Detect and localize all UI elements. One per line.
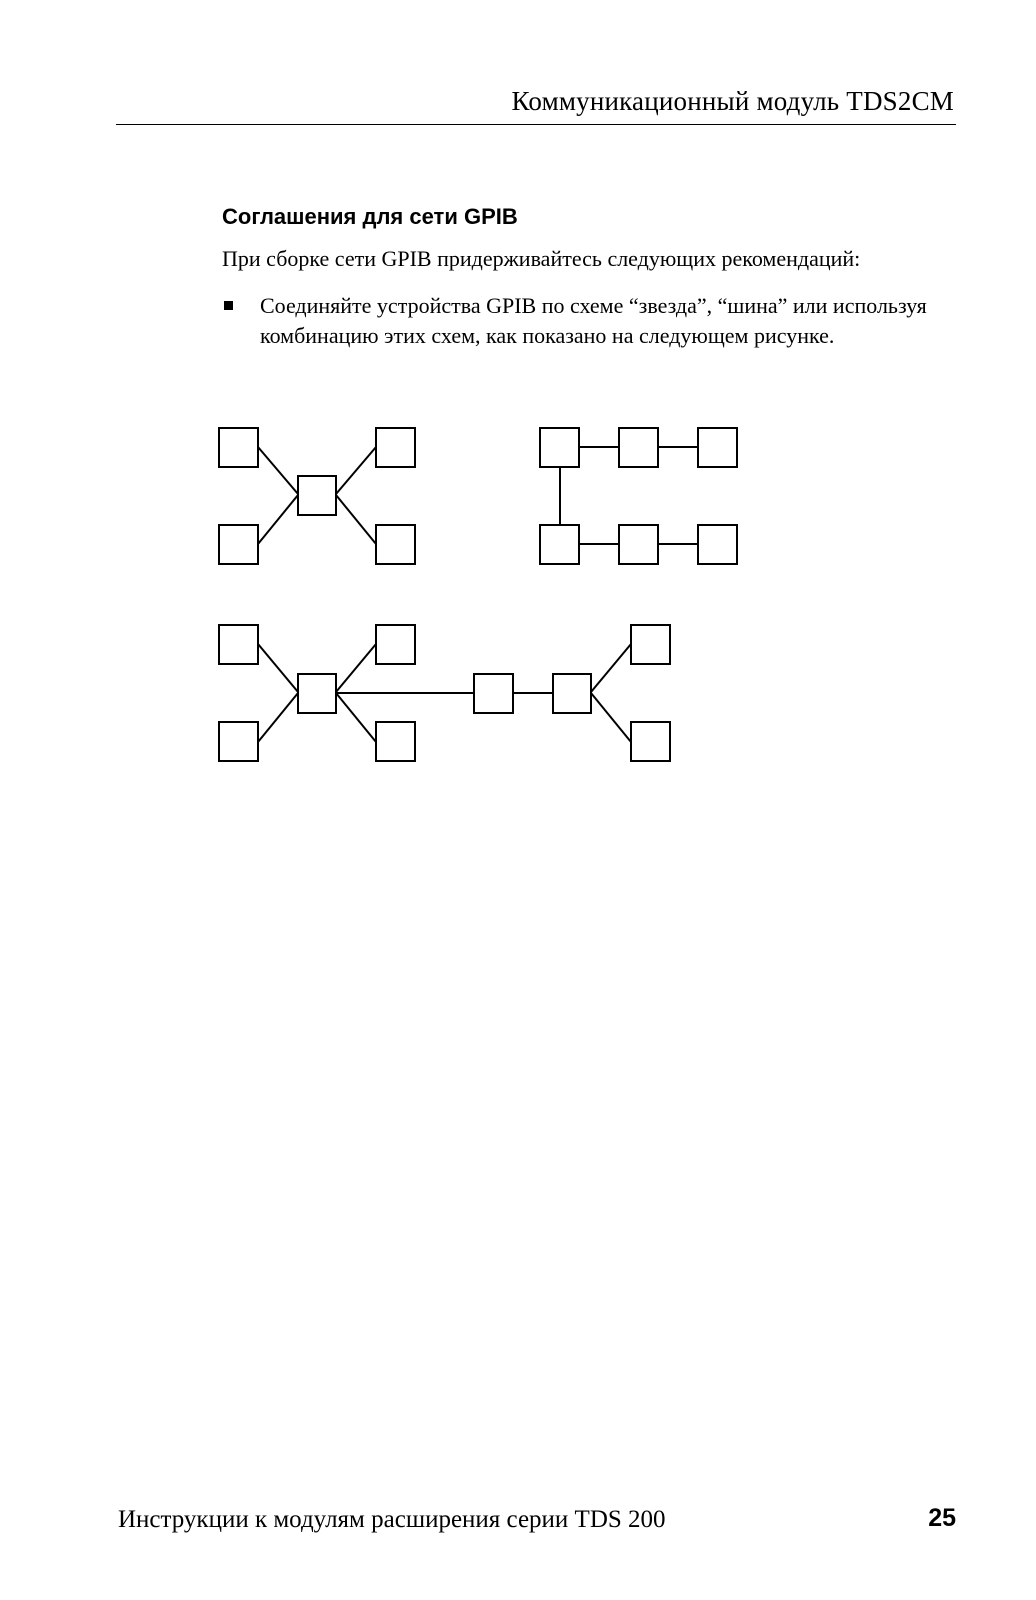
device-box xyxy=(219,525,258,564)
intro-paragraph: При сборке сети GPIB придерживайтесь следующих рекомендаций: xyxy=(222,246,861,271)
device-box xyxy=(376,722,415,761)
device-box xyxy=(376,625,415,664)
page-number: 25 xyxy=(928,1504,956,1532)
device-box xyxy=(219,625,258,664)
device-box xyxy=(219,428,258,467)
device-box xyxy=(553,674,591,713)
device-box xyxy=(631,722,670,761)
connection-line xyxy=(258,644,298,692)
device-box xyxy=(376,428,415,467)
combined-topology xyxy=(219,625,670,761)
connection-line xyxy=(591,693,631,742)
connection-line xyxy=(336,693,376,742)
connection-line xyxy=(336,495,376,544)
connection-line xyxy=(336,447,376,494)
device-box xyxy=(298,674,336,713)
device-box xyxy=(698,428,737,467)
device-box xyxy=(540,525,579,564)
footer-title: Инструкции к модулям расширения серии TDS 200 xyxy=(118,1506,666,1533)
section-heading: Соглашения для сети GPIB xyxy=(222,204,518,229)
device-box xyxy=(540,428,579,467)
connection-line xyxy=(336,644,376,692)
connection-line xyxy=(258,447,298,494)
connection-line xyxy=(258,693,298,742)
device-box xyxy=(298,476,336,515)
bullet-text: Соединяйте устройства GPIB по схеме “звезда”, “шина” или используя комбинацию этих схем, как показано на следующем рисунке. xyxy=(260,293,927,348)
device-box xyxy=(698,525,737,564)
bus-topology xyxy=(540,428,737,564)
device-box xyxy=(619,428,658,467)
device-box xyxy=(376,525,415,564)
device-box xyxy=(631,625,670,664)
running-header: Коммуникационный модуль TDS2CM xyxy=(511,86,954,116)
device-box xyxy=(619,525,658,564)
device-box xyxy=(219,722,258,761)
device-box xyxy=(474,674,513,713)
connection-line xyxy=(591,644,631,692)
connection-line xyxy=(258,495,298,544)
star-topology xyxy=(219,428,415,564)
